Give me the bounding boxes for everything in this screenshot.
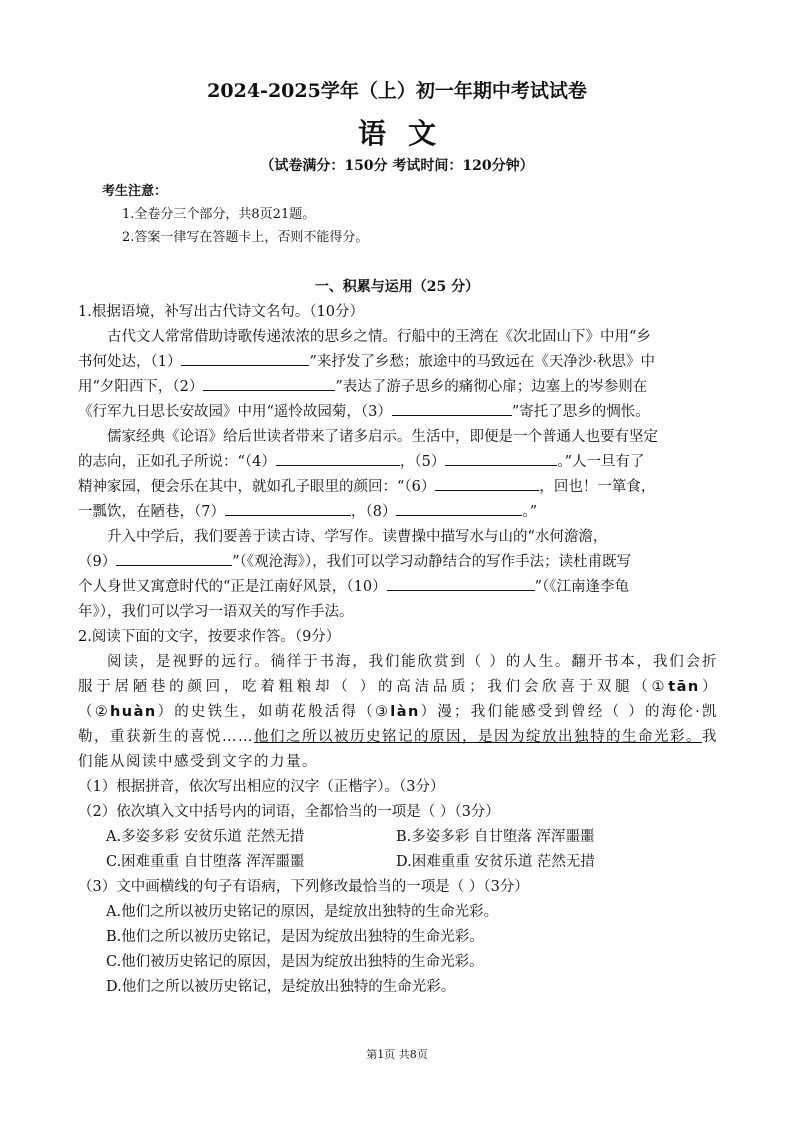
q1-text: 书何处达，（1） <box>78 354 182 370</box>
option-a[interactable]: A.多姿多彩 安贫乐道 茫然无措 <box>106 829 305 845</box>
answer-blank-5[interactable] <box>445 450 557 466</box>
q2-passage <box>78 650 718 775</box>
q2-sub2: （2）依次填入文中括号内的词语，全都恰当的一项是（ ）（3分） <box>78 804 500 820</box>
q1-line <box>78 500 718 525</box>
q1-line <box>78 450 718 475</box>
exam-meta: （试卷满分：150分 考试时间：120分钟） <box>260 158 534 174</box>
underlined-sentence: 他们之所以被历史铭记的原因，是因为绽放出独特的生命光彩。 <box>254 729 702 745</box>
passage-text: ）（② <box>78 679 718 720</box>
pinyin-2: huàn <box>109 704 157 720</box>
option-c[interactable]: C.困难重重 自甘堕落 浑浑噩噩 <box>106 854 305 870</box>
q1-para: 儒家经典《论语》给后世读者带来了诸多启示。生活中，即便是一个普通人也要有坚定 <box>107 429 658 445</box>
answer-blank-9[interactable] <box>116 550 232 566</box>
q1-line <box>78 375 718 400</box>
pinyin-3: làn <box>390 704 420 720</box>
notice-heading: 考生注意： <box>102 184 168 199</box>
q1-text: ”（《观沧海》），我们可以学习动静结合的写作手法；读杜甫既写 <box>232 554 632 570</box>
exam-title: 2024-2025学年（上）初一年期中考试试卷 <box>207 80 587 102</box>
q1-line <box>78 400 718 425</box>
q1-text: ”来抒发了乡愁；旅途中的马致远在《天净沙·秋思》中 <box>309 354 656 370</box>
q1-text: 精神家园，便会乐在其中，就如孔子眼里的颜回：“（6） <box>78 479 436 495</box>
option-d[interactable]: D.他们之所以被历史铭记，是绽放出独特的生命光彩。 <box>106 979 456 995</box>
answer-blank-7[interactable] <box>225 500 351 516</box>
q1-text: 《行军九日思长安故园》中用“遥怜故园菊，（3） <box>78 404 392 420</box>
answer-blank-8[interactable] <box>396 500 522 516</box>
section-title: 一、积累与运用（25 分） <box>314 279 480 295</box>
q1-text: 个人身世又寓意时代的“正是江南好风景，（10） <box>78 579 387 595</box>
q1-text: ”寄托了思乡的惆怅。 <box>511 404 650 420</box>
question-content <box>78 300 718 1000</box>
passage-text: 阅读，是视野的远行。徜徉于书海，我们能欣赏到（ ）的人生。翻开书本，我们会折服于居陋巷的颜回，吃着粗粮却（ ）的高洁品质；我们会欣喜于双腿（① <box>78 654 718 695</box>
q1-text: 。”人一旦有了 <box>557 454 645 470</box>
q2-sub2-options <box>78 825 718 875</box>
q1-text: ，（8） <box>350 504 397 520</box>
notice-item: 1.全卷分三个部分，共8页21题。 <box>122 207 316 222</box>
q1-line <box>78 575 718 600</box>
answer-blank-4[interactable] <box>276 450 400 466</box>
answer-blank-1[interactable] <box>181 350 309 366</box>
page-footer: 第1页 共8页 <box>366 1048 428 1061</box>
q1-line <box>78 475 718 500</box>
q1-text: 一瓢饮，在陋巷，（7） <box>78 504 225 520</box>
q1-text: 用“夕阳西下，（2） <box>78 379 204 395</box>
q1-line: 年》），我们可以学习一语双关的写作手法。 <box>78 604 354 620</box>
q1-text: ”（《江南逢李龟 <box>534 579 630 595</box>
option-a[interactable]: A.他们之所以被历史铭记的原因，是绽放出独特的生命光彩。 <box>106 904 499 920</box>
candidate-notice <box>102 180 368 249</box>
q1-stem: 1.根据语境，补写出古代诗文名句。（10分） <box>78 304 365 320</box>
passage-text: 我们能从阅读中感受到文字的力量。 <box>78 729 718 770</box>
answer-blank-6[interactable] <box>435 475 539 491</box>
q1-text: ，（5） <box>399 454 446 470</box>
q1-text: （9） <box>78 554 117 570</box>
q1-text: 的志向，正如孔子所说：“（4） <box>78 454 276 470</box>
q1-text: 。” <box>522 504 538 520</box>
answer-blank-3[interactable] <box>392 400 512 416</box>
passage-text: ）漫；我们能感受到曾经（ ）的海伦·凯勒，重获新生的喜悦…… <box>78 704 718 745</box>
exam-subject: 语文 <box>357 117 458 150</box>
q2-sub1: （1）根据拼音，依次写出相应的汉字（正楷字）。（3分） <box>78 779 445 795</box>
answer-blank-2[interactable] <box>203 375 335 391</box>
option-d[interactable]: D.困难重重 安贫乐道 茫然无措 <box>396 854 595 870</box>
notice-item: 2.答案一律写在答题卡上，否则不能得分。 <box>122 230 369 245</box>
pinyin-1: tān <box>668 679 700 695</box>
answer-blank-10[interactable] <box>387 575 535 591</box>
passage-text: ）的史铁生，如萌花般活得（③ <box>156 704 391 720</box>
q1-line <box>78 550 718 575</box>
q2-stem: 2.阅读下面的文字，按要求作答。（9分） <box>78 629 341 645</box>
option-b[interactable]: B.多姿多彩 自甘堕落 浑浑噩噩 <box>396 829 595 845</box>
q1-text: ”表达了游子思乡的痛彻心扉；边塞上的岑参则在 <box>335 379 648 395</box>
q1-para: 古代文人常常借助诗歌传递浓浓的思乡之情。行船中的王湾在《次北固山下》中用“乡 <box>107 329 651 345</box>
q2-sub3: （3）文中画横线的句子有语病，下列修改最恰当的一项是（ ）（3分） <box>78 879 529 895</box>
q1-text: ，回也！一箪食， <box>539 479 656 495</box>
q1-line <box>78 350 718 375</box>
option-b[interactable]: B.他们之所以被历史铭记，是因为绽放出独特的生命光彩。 <box>106 929 484 945</box>
option-c[interactable]: C.他们被历史铭记的原因，是因为绽放出独特的生命光彩。 <box>106 954 484 970</box>
q1-para: 升入中学后，我们要善于读古诗、学写作。读曹操中描写水与山的“水何澹澹， <box>107 529 608 545</box>
